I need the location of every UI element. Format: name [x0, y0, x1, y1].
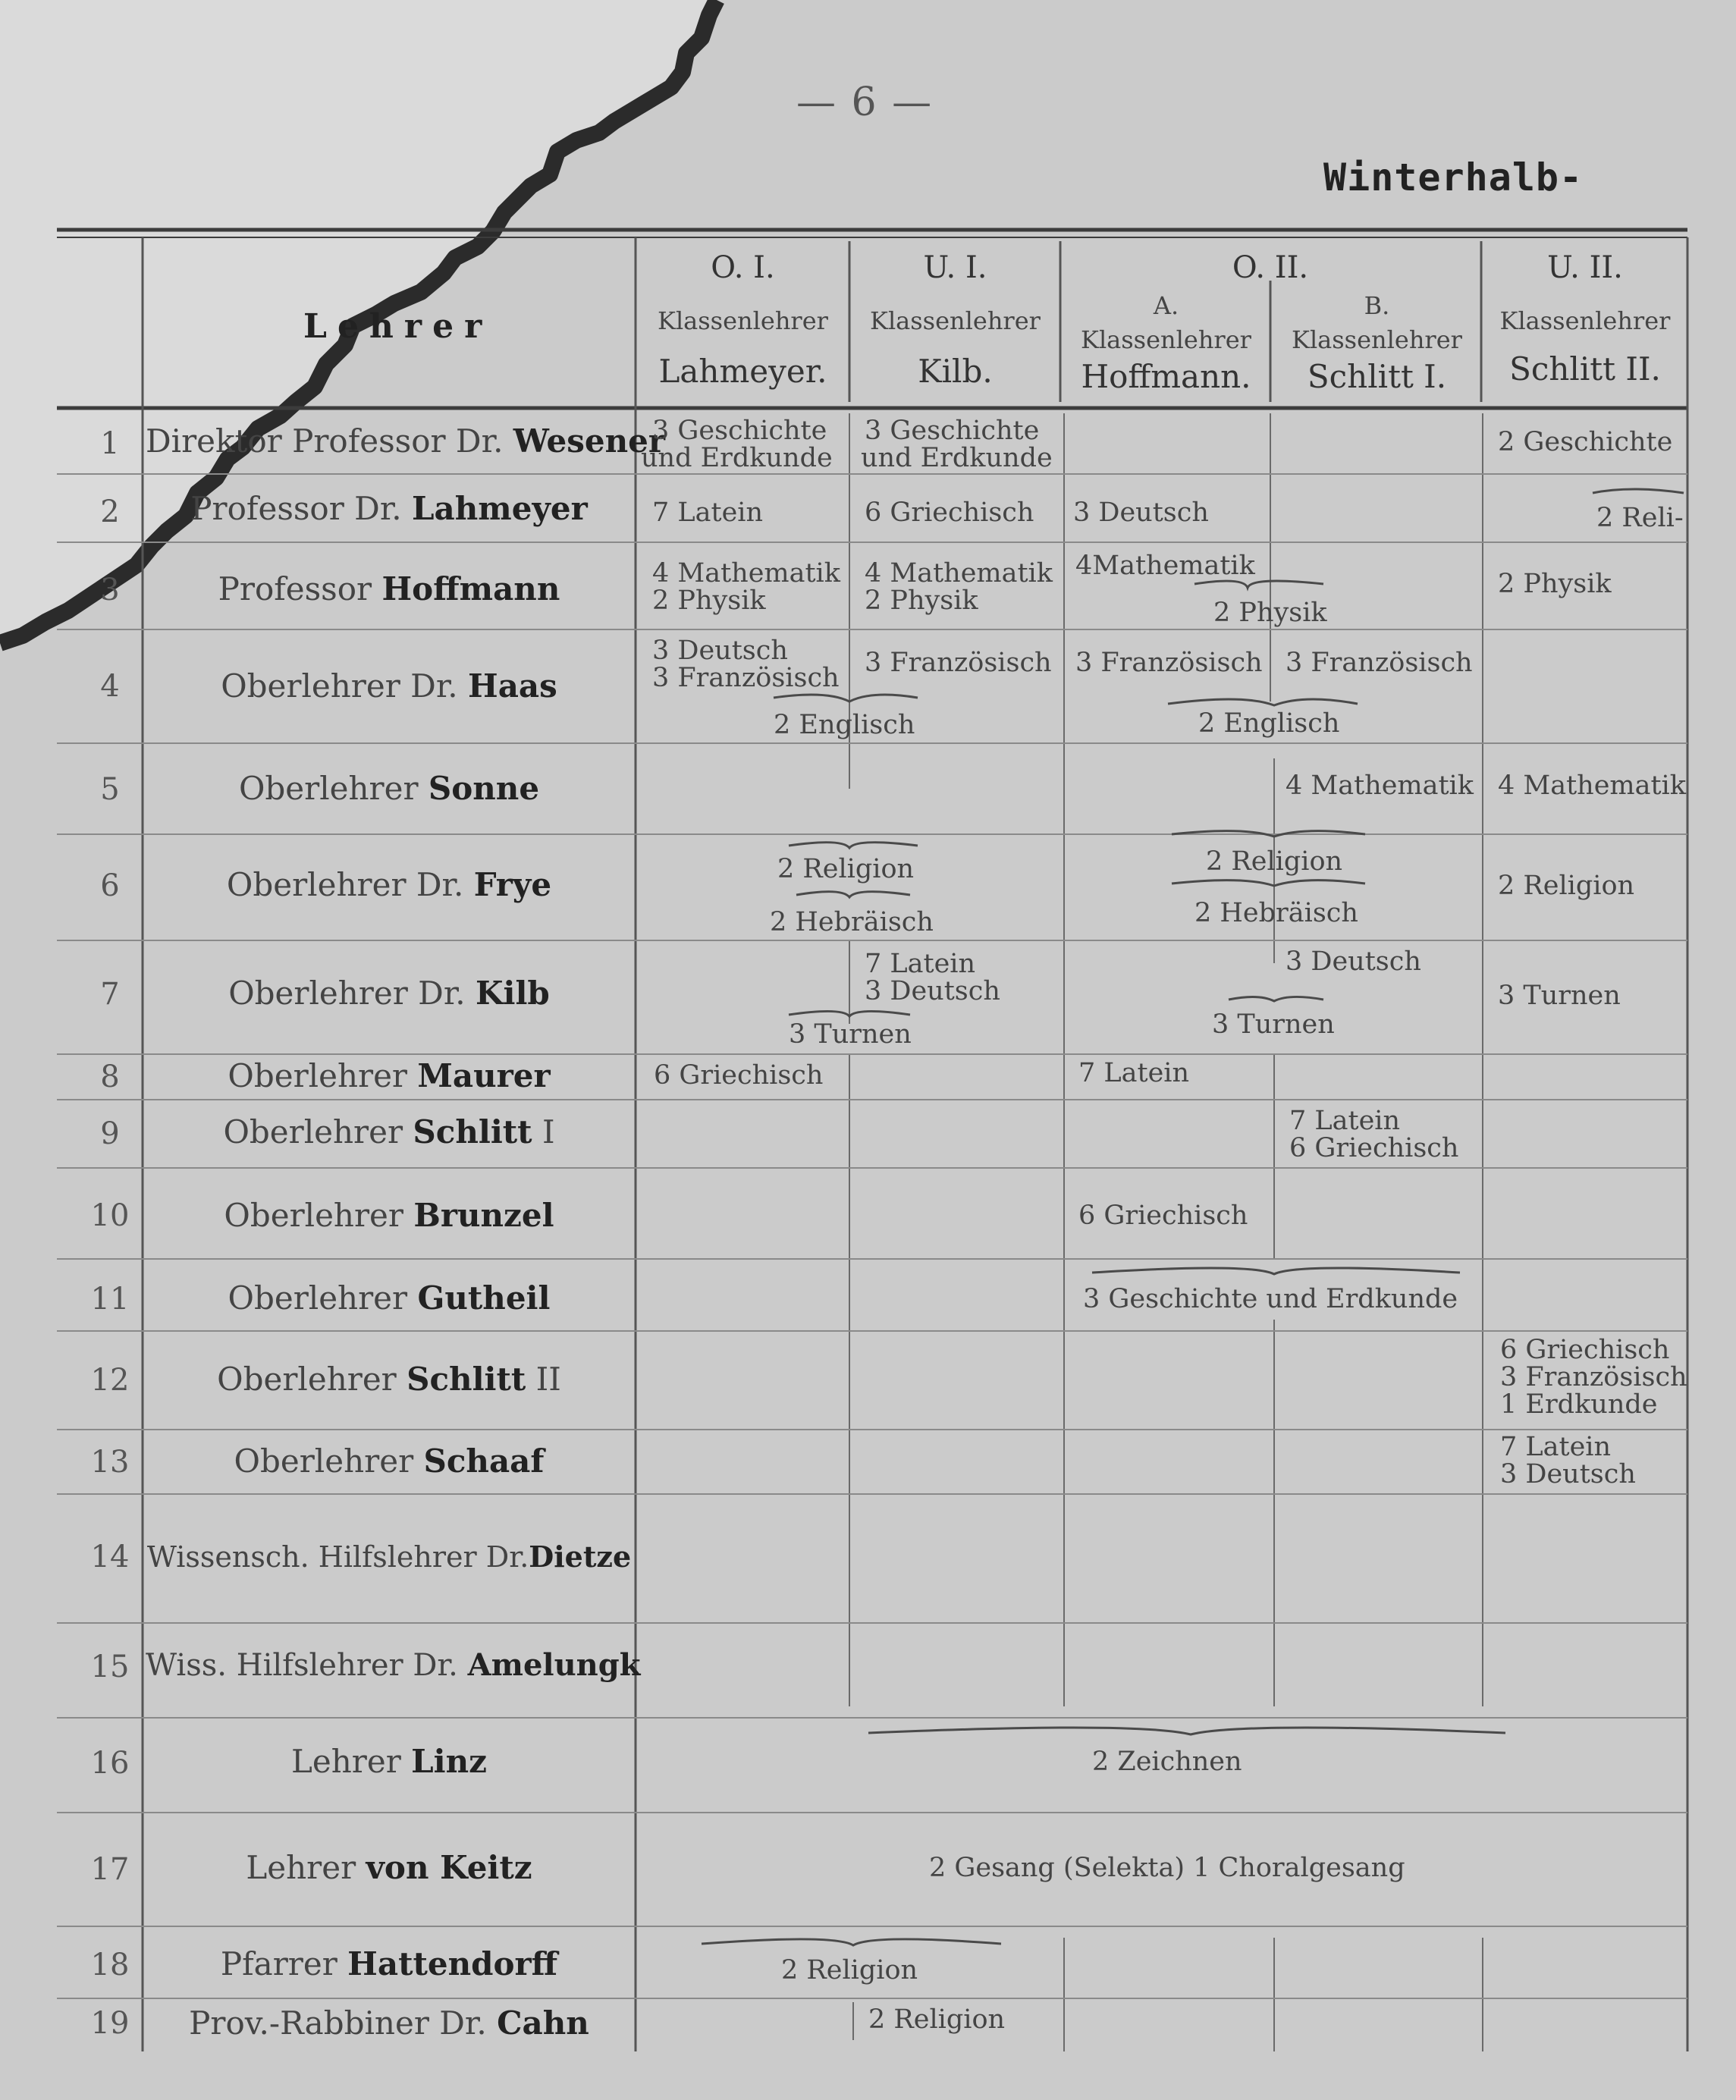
cell-assignment: 3 Deutsch	[1286, 946, 1421, 977]
cell-assignment: 2 Religion	[1498, 871, 1635, 901]
cell-assignment: 2 Hebräisch	[770, 907, 934, 937]
row-number: 6	[100, 868, 120, 903]
row-number: 11	[90, 1282, 130, 1317]
cell-assignment: 3 Geschichte	[865, 416, 1040, 446]
cell-assignment: 4Mathematik	[1075, 551, 1255, 581]
cell-assignment: 3 Turnen	[1498, 981, 1621, 1011]
cell-assignment: 3 Deutsch	[1073, 498, 1209, 528]
col-ui-teacher: Kilb.	[918, 353, 993, 390]
teacher-name: Oberlehrer Maurer	[228, 1057, 551, 1094]
cell-assignment: 3 Französisch	[1500, 1362, 1687, 1392]
teacher-name: Oberlehrer Dr. Frye	[226, 866, 552, 903]
cell-assignment: 3 Geschichte und Erdkunde	[1083, 1284, 1458, 1314]
cell-assignment: 7 Latein	[652, 498, 764, 528]
col-oiia-teacher: Hoffmann.	[1081, 358, 1251, 395]
cell-assignment: 2 Hebräisch	[1194, 898, 1358, 928]
cell-assignment: 3 Deutsch	[652, 636, 788, 666]
cell-assignment: 2 Physik	[1498, 569, 1612, 599]
teacher-name: Wiss. Hilfslehrer Dr. Amelungk	[146, 1647, 641, 1683]
row-number: 5	[100, 772, 120, 807]
teacher-name: Oberlehrer Sonne	[238, 770, 540, 807]
cell-assignment: 7 Latein	[1078, 1058, 1190, 1088]
cell-assignment: 2 Religion	[1206, 846, 1343, 877]
cell-assignment: 6 Griechisch	[1289, 1133, 1459, 1163]
col-oi-teacher: Lahmeyer.	[658, 353, 827, 390]
col-oi-class: O. I.	[711, 250, 775, 285]
row-number: 19	[90, 2006, 130, 2041]
cell-assignment: 3 Französisch	[865, 648, 1052, 678]
teacher-name: Oberlehrer Schlitt II	[217, 1361, 561, 1398]
teacher-name: Professor Dr. Lahmeyer	[190, 490, 588, 527]
cell-assignment: 3 Französisch	[1286, 648, 1473, 678]
row-number: 8	[100, 1059, 120, 1094]
cell-assignment: 3 Deutsch	[1500, 1459, 1636, 1489]
cell-assignment: 6 Griechisch	[1500, 1335, 1670, 1365]
cell-assignment: 3 Deutsch	[865, 976, 1000, 1006]
teacher-name: Oberlehrer Gutheil	[228, 1279, 551, 1317]
col-oiib-teacher: Schlitt I.	[1307, 358, 1447, 395]
teacher-name: Oberlehrer Dr. Kilb	[228, 975, 550, 1012]
cell-assignment: 3 Geschichte	[652, 416, 827, 446]
col-oiia-role: Klassenlehrer	[1081, 325, 1251, 354]
cell-assignment: 7 Latein	[1289, 1106, 1401, 1136]
cell-assignment: 2 Gesang (Selekta) 1 Choralgesang	[929, 1853, 1405, 1883]
cell-assignment: 2 Englisch	[774, 710, 915, 740]
col-oiia-sub: A.	[1153, 291, 1179, 320]
cell-assignment: 2 Englisch	[1198, 708, 1340, 739]
col-oi-role: Klassenlehrer	[658, 306, 828, 335]
teacher-name: Lehrer Linz	[290, 1743, 488, 1780]
cell-assignment: 6 Griechisch	[654, 1060, 824, 1091]
col-uii-role: Klassenlehrer	[1499, 306, 1671, 335]
row-number: 12	[90, 1363, 130, 1398]
cell-assignment: 3 Französisch	[1075, 648, 1263, 678]
teacher-name: Lehrer von Keitz	[246, 1849, 532, 1886]
cell-assignment: 2 Physik	[865, 585, 978, 616]
cell-assignment: 6 Griechisch	[865, 498, 1034, 528]
lehrer-column-header: Lehrer	[303, 307, 493, 346]
teacher-name: Oberlehrer Dr. Haas	[221, 667, 557, 705]
cell-assignment: 4 Mathematik	[865, 558, 1053, 589]
cell-assignment: 7 Latein	[1500, 1432, 1612, 1462]
row-number: 2	[100, 494, 120, 529]
row-number: 3	[100, 573, 120, 607]
row-number: 14	[90, 1540, 130, 1574]
cell-assignment: 2 Geschichte	[1498, 427, 1673, 457]
cell-assignment: 3 Französisch	[652, 663, 840, 693]
col-oiib-role: Klassenlehrer	[1292, 325, 1462, 354]
col-uii-teacher: Schlitt II.	[1509, 350, 1661, 388]
teacher-name: Direktor Professor Dr. Wesener	[146, 422, 665, 460]
teacher-name: Prov.-Rabbiner Dr. Cahn	[189, 2004, 589, 2042]
teacher-name: Professor Hoffmann	[218, 570, 560, 607]
row-number: 7	[100, 977, 120, 1012]
cell-assignment: 4 Mathematik	[1286, 771, 1474, 801]
page-number: — 6 —	[796, 80, 934, 125]
cell-assignment: 3 Turnen	[1212, 1009, 1335, 1040]
cell-assignment: 1 Erdkunde	[1500, 1389, 1658, 1420]
row-number: 16	[90, 1746, 130, 1781]
teacher-name: Oberlehrer Schlitt I	[223, 1113, 555, 1150]
cell-assignment: 6 Griechisch	[1078, 1201, 1248, 1231]
row-number: 15	[90, 1650, 130, 1684]
cell-assignment: und Erdkunde	[861, 443, 1053, 473]
row-number: 13	[90, 1445, 130, 1480]
row-number: 18	[90, 1948, 130, 1982]
page-heading: Winterhalb-	[1323, 155, 1584, 199]
cell-assignment: 7 Latein	[865, 949, 976, 979]
col-ui-role: Klassenlehrer	[870, 306, 1041, 335]
col-oiib-sub: B.	[1364, 291, 1390, 320]
teacher-name: Wissensch. Hilfslehrer Dr.Dietze	[146, 1540, 632, 1574]
cell-assignment: 2 Reli-	[1596, 503, 1684, 533]
teacher-name: Pfarrer Hattendorff	[220, 1945, 558, 1982]
cell-assignment: und Erdkunde	[641, 443, 833, 473]
col-oii-class: O. II.	[1232, 250, 1309, 285]
cell-assignment: 2 Physik	[1213, 598, 1327, 628]
cell-assignment: 2 Religion	[781, 1955, 918, 1985]
row-number: 9	[100, 1116, 120, 1151]
cell-assignment: 4 Mathematik	[1498, 771, 1686, 801]
cell-assignment: 4 Mathematik	[652, 558, 840, 589]
col-uii-class: U. II.	[1547, 250, 1623, 285]
teacher-name: Oberlehrer Brunzel	[224, 1197, 554, 1234]
teacher-name: Oberlehrer Schaaf	[234, 1442, 545, 1480]
cell-assignment: 2 Religion	[777, 854, 915, 884]
cell-assignment: 2 Zeichnen	[1092, 1747, 1242, 1777]
col-ui-class: U. I.	[923, 250, 987, 285]
cell-assignment: 2 Religion	[868, 2004, 1006, 2035]
row-number: 10	[90, 1198, 130, 1233]
row-number: 1	[100, 426, 120, 461]
row-number: 17	[90, 1852, 130, 1887]
cell-assignment: 3 Turnen	[789, 1019, 912, 1050]
cell-assignment: 2 Physik	[652, 585, 766, 616]
row-number: 4	[100, 669, 120, 704]
